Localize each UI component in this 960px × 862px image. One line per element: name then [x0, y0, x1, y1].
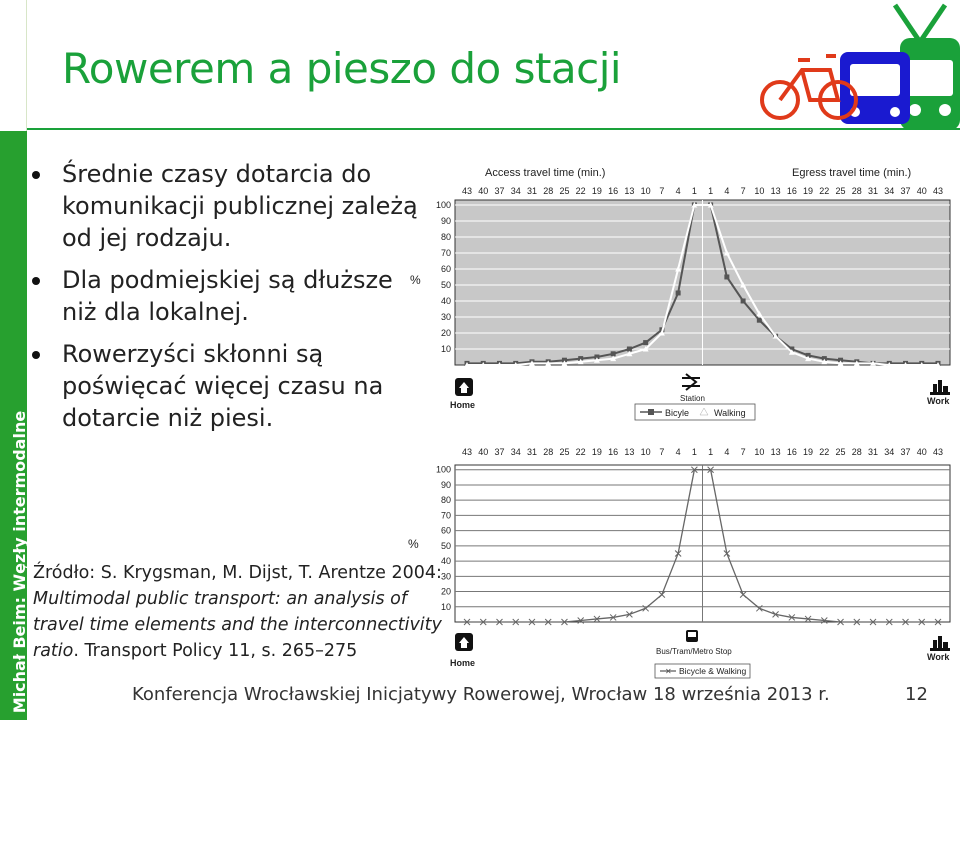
- legend-walking: Walking: [714, 408, 746, 418]
- x-tick-label: 4: [675, 186, 681, 196]
- y-axis-label: %: [408, 537, 419, 551]
- x-ticks: [462, 447, 943, 457]
- y-tick-label: 40: [440, 556, 451, 567]
- data-point: [757, 318, 762, 323]
- x-tick-label: 22: [819, 447, 830, 457]
- x-tick-label: 34: [510, 186, 521, 196]
- y-tick-label: 60: [440, 525, 451, 536]
- x-tick-label: 13: [624, 447, 635, 457]
- x-tick-label: 40: [916, 186, 927, 196]
- x-tick-label: 7: [740, 447, 746, 457]
- x-tick-label: 40: [916, 447, 927, 457]
- work-label: Work: [927, 396, 950, 406]
- x-tick-label: 25: [559, 447, 570, 457]
- access-egress-chart-bottom: [408, 440, 960, 680]
- x-tick-label: 31: [868, 447, 879, 457]
- x-tick-label: 10: [754, 186, 765, 196]
- x-tick-label: 25: [835, 186, 846, 196]
- x-tick-label: 10: [754, 447, 765, 457]
- source-prefix: Źródło: S. Krygsman, M. Dijst, T. Arentze 2004:: [33, 563, 442, 583]
- source-suffix: . Transport Policy 11, s. 265–275: [73, 641, 358, 661]
- x-tick-label: 31: [526, 447, 537, 457]
- x-tick-label: 1: [691, 186, 697, 196]
- y-tick-label: 100: [435, 464, 451, 475]
- x-tick-label: 43: [461, 186, 473, 196]
- y-tick-label: 50: [440, 540, 451, 551]
- x-tick-label: 40: [478, 186, 489, 196]
- x-tick-label: 19: [803, 186, 814, 196]
- data-point: [741, 298, 746, 303]
- x-tick-label: 19: [591, 447, 602, 457]
- y-tick-label: 40: [440, 295, 451, 306]
- transport-icons: [760, 0, 960, 130]
- x-tick-label: 37: [494, 186, 505, 196]
- footer-text: Konferencja Wrocławskiej Inicjatywy Rowerowej, Wrocław 18 września 2013 r.: [132, 684, 830, 705]
- y-ticks: [436, 465, 451, 612]
- sidebar-top: [0, 0, 27, 131]
- home-label: Home: [450, 400, 476, 410]
- data-point: [611, 351, 616, 356]
- y-tick-label: 50: [440, 279, 451, 290]
- x-tick-label: 37: [494, 447, 505, 457]
- x-tick-label: 7: [740, 186, 746, 196]
- source-title: Multimodal public transport: an analysis of travel time elements and the interconnectivity ratio: [33, 589, 442, 661]
- x-tick-label: 13: [770, 447, 781, 457]
- x-tick-label: 34: [884, 186, 895, 196]
- home-icon: [455, 633, 473, 651]
- bullet-item: Dla podmiejskiej są dłuższe niż dla lokalnej.: [30, 264, 430, 328]
- x-tick-label: 43: [461, 447, 473, 457]
- y-tick-label: 70: [440, 247, 451, 258]
- station-label: Station: [680, 394, 705, 403]
- y-tick-label: 80: [440, 495, 451, 506]
- x-tick-label: 37: [900, 447, 911, 457]
- x-tick-label: 28: [851, 447, 862, 457]
- y-tick-label: 30: [440, 571, 451, 582]
- y-tick-label: 60: [440, 263, 451, 274]
- x-tick-label: 28: [543, 186, 554, 196]
- y-tick-label: 90: [440, 215, 451, 226]
- chart-title-access: Access travel time (min.): [485, 167, 606, 179]
- y-tick-label: 30: [440, 311, 451, 322]
- x-tick-label: 7: [659, 447, 665, 457]
- x-tick-label: 1: [691, 447, 697, 457]
- x-tick-label: 22: [575, 186, 586, 196]
- x-tick-label: 10: [640, 447, 651, 457]
- legend-bicycle-walking: Bicycle & Walking: [679, 666, 747, 676]
- work-icon: [930, 380, 950, 395]
- x-tick-label: 16: [608, 186, 619, 196]
- tram-stop-icon: [686, 630, 698, 642]
- x-tick-label: 25: [835, 447, 846, 457]
- stop-label: Bus/Tram/Metro Stop: [656, 647, 732, 656]
- x-tick-label: 4: [675, 447, 681, 457]
- chart-title-egress: Egress travel time (min.): [792, 167, 912, 179]
- bullet-item: Średnie czasy dotarcia do komunikacji publicznej zależą od jej rodzaju.: [30, 158, 430, 254]
- x-tick-label: 16: [786, 186, 797, 196]
- x-tick-label: 22: [575, 447, 586, 457]
- x-tick-label: 19: [591, 186, 602, 196]
- data-point: [627, 346, 632, 351]
- data-point: [643, 340, 648, 345]
- y-tick-label: 100: [435, 199, 451, 210]
- data-point: [724, 274, 729, 279]
- x-tick-label: 25: [559, 186, 570, 196]
- x-tick-label: 28: [851, 186, 862, 196]
- sidebar: [0, 0, 27, 720]
- home-icon: [455, 378, 473, 396]
- y-axis-label: %: [410, 273, 421, 287]
- sidebar-author-text: Michał Beim: Węzły intermodalne: [10, 410, 29, 714]
- work-label: Work: [927, 652, 950, 662]
- x-tick-label: 34: [884, 447, 895, 457]
- x-tick-label: 37: [900, 186, 911, 196]
- x-tick-label: 43: [932, 186, 944, 196]
- data-point: [676, 290, 681, 295]
- train-icon: [682, 374, 700, 390]
- x-tick-label: 22: [819, 186, 830, 196]
- x-tick-label: 13: [770, 186, 781, 196]
- x-tick-label: 40: [478, 447, 489, 457]
- access-egress-chart-top: [410, 160, 960, 430]
- x-tick-label: 4: [724, 447, 730, 457]
- y-tick-label: 20: [440, 586, 451, 597]
- x-tick-label: 31: [526, 186, 537, 196]
- bullet-list: [30, 158, 430, 444]
- legend-bicycle: Bicyle: [665, 408, 690, 418]
- x-tick-label: 7: [659, 186, 665, 196]
- source-citation: [33, 560, 453, 664]
- work-icon: [930, 636, 950, 651]
- y-tick-label: 70: [440, 510, 451, 521]
- x-tick-label: 10: [640, 186, 651, 196]
- page-number: 12: [905, 684, 928, 705]
- x-tick-label: 43: [932, 447, 944, 457]
- slide-title: Rowerem a pieszo do stacji: [62, 44, 622, 93]
- y-tick-label: 20: [440, 327, 451, 338]
- y-tick-label: 80: [440, 231, 451, 242]
- x-tick-label: 16: [786, 447, 797, 457]
- y-tick-label: 90: [440, 479, 451, 490]
- y-tick-label: 10: [440, 601, 451, 612]
- y-ticks: [436, 200, 451, 354]
- x-tick-label: 28: [543, 447, 554, 457]
- x-ticks: [462, 186, 943, 196]
- x-tick-label: 19: [803, 447, 814, 457]
- legend-marker: ✕: [665, 667, 672, 676]
- x-tick-label: 34: [510, 447, 521, 457]
- legend: [655, 664, 750, 678]
- x-tick-label: 31: [868, 186, 879, 196]
- x-tick-label: 1: [708, 447, 714, 457]
- legend: [635, 404, 755, 420]
- y-tick-label: 10: [440, 343, 451, 354]
- bullet-item: Rowerzyści skłonni są poświęcać więcej czasu na dotarcie niż piesi.: [30, 338, 430, 434]
- x-tick-label: 16: [608, 447, 619, 457]
- home-label: Home: [450, 658, 476, 668]
- x-tick-label: 4: [724, 186, 730, 196]
- x-tick-label: 1: [708, 186, 714, 196]
- x-tick-label: 13: [624, 186, 635, 196]
